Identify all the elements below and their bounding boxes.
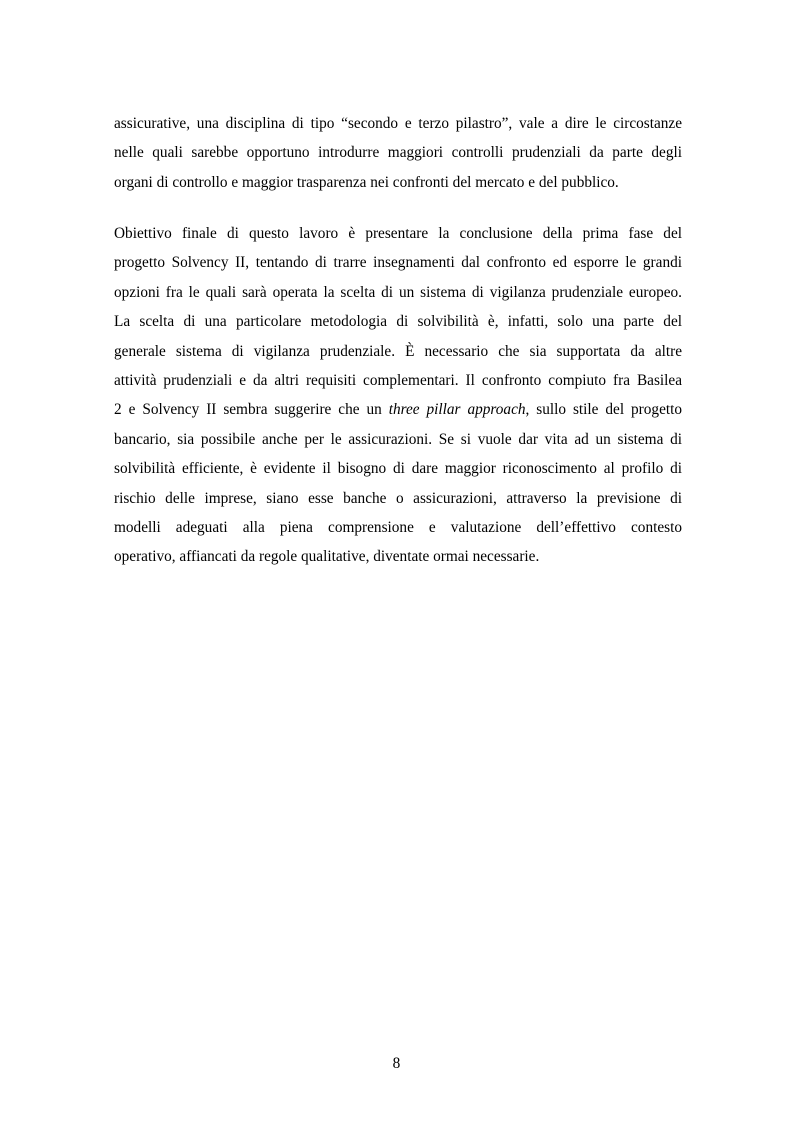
paragraph-2-line-10: rischio delle imprese, siano esse banche o assicurazioni, attraverso la previsione di: [114, 489, 682, 507]
paragraph-2-line-9: solvibilità efficiente, è evidente il bisogno di dare maggior riconoscimento al profilo di: [114, 460, 682, 478]
italic-term: three pillar approach: [388, 401, 526, 419]
paragraph-2-line-11: modelli adeguati alla piena comprensione e valutazione dell’effettivo contesto: [114, 518, 682, 536]
paragraph-2-line-2: progetto Solvency II, tentando di trarre insegnamenti dal confronto ed esporre le grandi: [114, 254, 682, 272]
paragraph-1-line-3: organi di controllo e maggior trasparenza nei confronti del mercato e del pubblico.: [114, 173, 619, 191]
paragraph-2: [114, 219, 682, 572]
paragraph-2-line-4: La scelta di una particolare metodologia di solvibilità è, infatti, solo una parte del: [114, 313, 682, 331]
paragraph-2-line-8: bancario, sia possibile anche per le assicurazioni. Se si vuole dar vita ad un sistema di: [114, 430, 682, 448]
line-7-text-after: , sullo stile del progetto: [525, 401, 683, 419]
paragraph-2-line-5: generale sistema di vigilanza prudenziale. È necessario che sia supportata da altre: [114, 342, 682, 360]
paragraph-2-line-6: attività prudenziali e da altri requisiti complementari. Il confronto compiuto fra Basilea: [114, 371, 682, 389]
paragraph-1-line-2: nelle quali sarebbe opportuno introdurre maggiori controlli prudenziali da parte degli: [114, 144, 682, 162]
paragraph-2-line-1: Obiettivo finale di questo lavoro è presentare la conclusione della prima fase del: [114, 225, 682, 242]
line-7-text-before: 2 e Solvency II sembra suggerire che un: [114, 401, 389, 419]
paragraph-2-line-7: [114, 395, 682, 424]
paragraph-2-line-12: operativo, affiancati da regole qualitative, diventate ormai necessarie.: [114, 548, 540, 566]
paragraph-1: [114, 109, 682, 197]
page-number: 8: [392, 1055, 401, 1072]
paragraph-2-line-3: opzioni fra le quali sarà operata la scelta di un sistema di vigilanza prudenziale europeo.: [114, 283, 682, 301]
paragraph-1-line-1: assicurative, una disciplina di tipo “secondo e terzo pilastro”, vale a dire le circostanze: [114, 115, 682, 132]
